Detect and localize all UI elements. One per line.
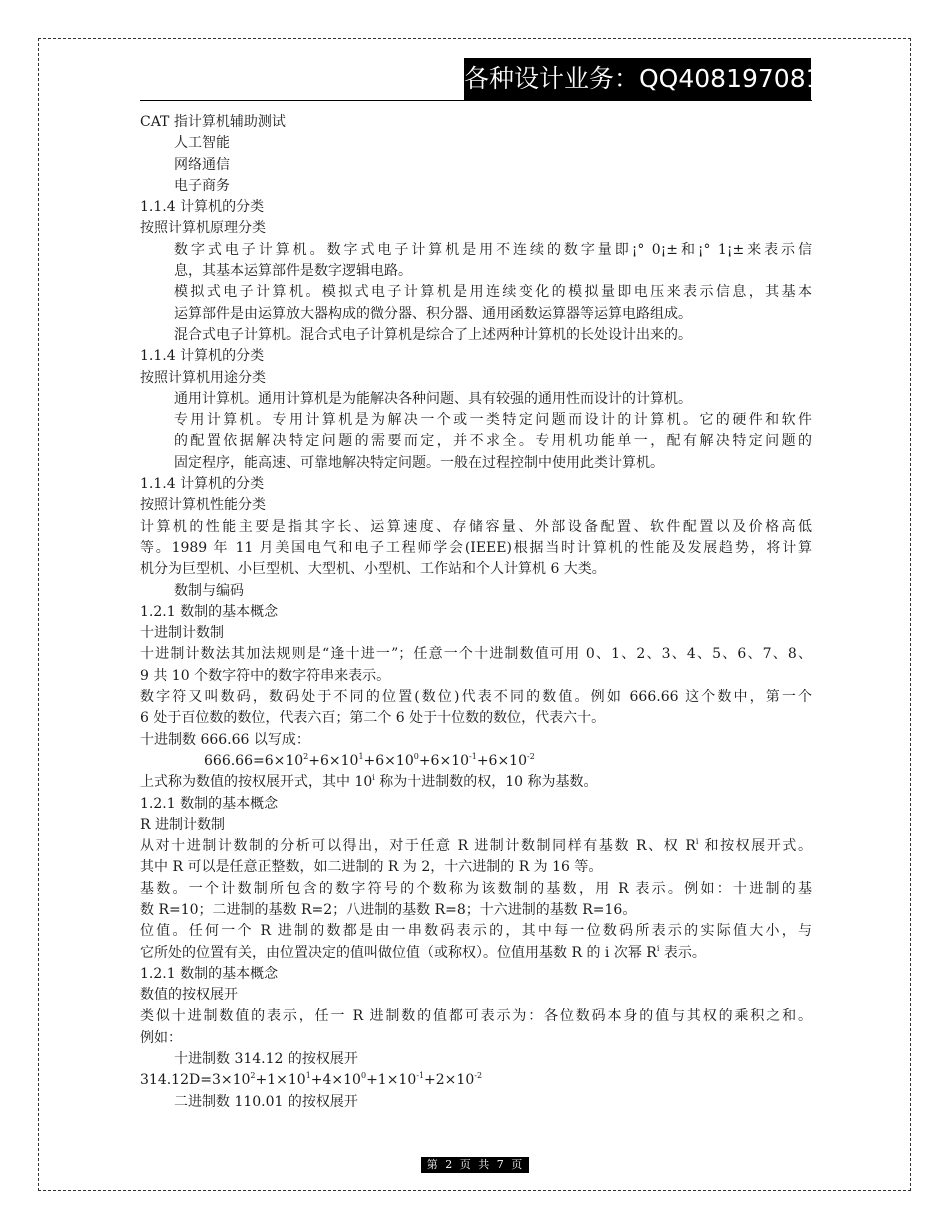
text-line: 它所处的位置有关，由位置决定的值叫做位值（或称权）。位值用基数 R 的 i 次幂 $R^i$ 表示。 [140, 943, 706, 961]
text-line: 上式称为数值的按权展开式，其中 10$^i$ 称为十进制数的权，10 称为基数。 [140, 773, 598, 791]
text-line: 模拟式电子计算机。模拟式电子计算机是用连续变化的模拟量即电压来表示信息，其基本 [174, 284, 812, 301]
subsection-heading: R 进制计数制 [140, 816, 225, 833]
subsection-heading: 数值的按权展开 [140, 987, 238, 1004]
section-heading: 1.1.4 计算机的分类 [140, 476, 265, 493]
text-line: 通用计算机。通用计算机是为能解决各种问题、具有较强的通用性而设计的计算机。 [174, 390, 692, 407]
text-line: 6 处于百位数的数位，代表六百；第二个 6 处于十位数的数位，代表六十。 [140, 710, 606, 727]
text-line: 位值。任何一个 R 进制的数都是由一串数码表示的，其中每一位数码所表示的实际值大小，与 [140, 923, 812, 940]
header-rule [140, 100, 812, 101]
document-body [140, 112, 812, 1113]
text-line: 机分为巨型机、小巨型机、大型机、小型机、工作站和个人计算机 6 大类。 [140, 561, 606, 578]
text-line: 数 R=10；二进制的基数 R=2；八进制的基数 R=8；十六进制的基数 R=16。 [140, 901, 637, 918]
section-heading: 1.1.4 计算机的分类 [140, 348, 265, 365]
text-line: 固定程序，能高速、可靠地解决特定问题。一般在过程控制中使用此类计算机。 [174, 454, 664, 471]
text-line: 二进制数 110.01 的按权展开 [174, 1093, 358, 1110]
text-line: 十进制数 314.12 的按权展开 [174, 1051, 358, 1068]
text-line: 计算机的性能主要是指其字长、运算速度、存储容量、外部设备配置、软件配置以及价格高低 [140, 518, 812, 535]
subsection-heading: 十进制计数制 [140, 625, 224, 642]
section-heading: 1.2.1 数制的基本概念 [140, 965, 279, 982]
text-line: 网络通信 [174, 156, 230, 173]
text-line: CAT 指计算机辅助测试 [140, 114, 286, 130]
page-number: 第 2 页 共 7 页 [421, 1157, 529, 1173]
text-line: 十进制数 666.66 以写成： [140, 731, 310, 748]
text-line: 例如： [140, 1029, 182, 1046]
text-line: 基数。一个计数制所包含的数字符号的个数称为该数制的基数，用 R 表示。例如：十进制的基 [140, 880, 812, 897]
text-line: 数字符又叫数码，数码处于不同的位置(数位)代表不同的数值。例如 666.66 这个数中，第一个 [140, 689, 812, 706]
chapter-heading: 数制与编码 [174, 582, 244, 599]
text-line: 混合式电子计算机。混合式电子计算机是综合了上述两种计算机的长处设计出来的。 [174, 326, 692, 343]
text-line: 的配置依据解决特定问题的需要而定，并不求全。专用机功能单一，配有解决特定问题的 [174, 433, 812, 450]
text-line: 十进制计数法其加法规则是“逢十进一”；任意一个十进制数值可用 0、1、2、3、4、5、6、7、8、 [140, 646, 812, 663]
formula-line: $666.66=6\times 10^2+6\times 10^1+6\times 10^0+6\times 10^{-1}+6\times 10^{-2}$ [204, 751, 535, 769]
text-line: 专用计算机。专用计算机是为解决一个或一类特定问题而设计的计算机。它的硬件和软件 [174, 412, 812, 429]
text-line: 人工智能 [174, 135, 230, 152]
subsection-heading: 按照计算机用途分类 [140, 369, 266, 386]
text-line: 从对十进制计数制的分析可以得出，对于任意 R 进制计数制同样有基数 R、权 $R^i$ 和按权展开式。 [140, 837, 813, 855]
text-line: 其中 R 可以是任意正整数，如二进制的 R 为 2，十六进制的 R 为 16 等。 [140, 859, 603, 876]
text-line: 息，其基本运算部件是数字逻辑电路。 [174, 263, 412, 280]
section-heading: 1.2.1 数制的基本概念 [140, 603, 279, 620]
subsection-heading: 按照计算机性能分类 [140, 497, 266, 514]
header-banner: 各种设计业务：QQ408197081 [464, 58, 811, 100]
subsection-heading: 按照计算机原理分类 [140, 220, 266, 237]
text-line: 类似十进制数值的表示，任一 R 进制数的值都可表示为：各位数码本身的值与其权的乘积之和。 [140, 1008, 812, 1025]
text-line: 运算部件是由运算放大器构成的微分器、积分器、通用函数运算器等运算电路组成。 [174, 305, 692, 322]
text-line: 数字式电子计算机。数字式电子计算机是用不连续的数字量即¡° 0¡±和¡° 1¡±来表示信 [174, 241, 812, 258]
formula-line: $314.12D=3\times 10^2+1\times 10^1+4\times 10^0+1\times 10^{-1}+2\times 10^{-2}$ [140, 1071, 483, 1089]
section-heading: 1.1.4 计算机的分类 [140, 199, 265, 216]
section-heading: 1.2.1 数制的基本概念 [140, 795, 279, 812]
text-line: 等。1989 年 11 月美国电气和电子工程师学会(IEEE)根据当时计算机的性能及发展趋势，将计算 [140, 539, 812, 556]
text-line: 电子商务 [174, 177, 230, 194]
text-line: 9 共 10 个数字符中的数字符串来表示。 [140, 667, 391, 684]
